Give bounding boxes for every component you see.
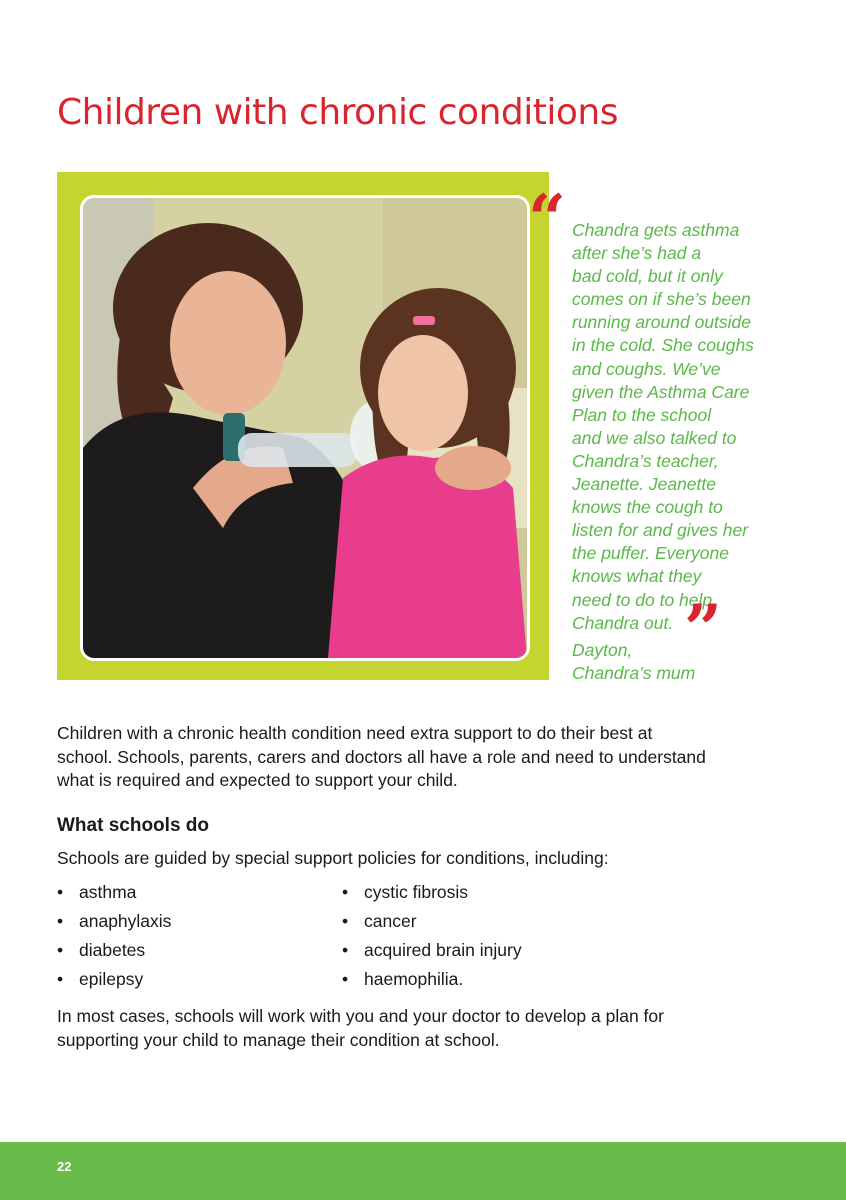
quote-line: in the cold. She coughs (572, 335, 754, 356)
quote-author (572, 639, 695, 685)
intro-line: Children with a chronic health condition need extra support to do their best at (57, 723, 653, 743)
quote-line: knows what they (572, 566, 702, 587)
list-item-label: anaphylaxis (79, 911, 172, 931)
quote-line: need to do to help (572, 589, 713, 610)
bullet-icon: • (342, 911, 349, 931)
list-item (57, 879, 171, 908)
quote-line: given the Asthma Care (572, 381, 750, 402)
quote-line: the puffer. Everyone (572, 543, 729, 564)
list-item-label: asthma (79, 882, 137, 902)
list-item-label: diabetes (79, 940, 146, 960)
bullet-icon: • (57, 940, 64, 960)
quote-line: Plan to the school (572, 404, 712, 425)
intro-line: school. Schools, parents, carers and doctors all have a role and need to understand (57, 746, 706, 767)
bullet-icon: • (342, 940, 349, 960)
list-item (342, 908, 522, 937)
quote-line: running around outside (572, 312, 752, 333)
quote-line: Chandra’s teacher, (572, 450, 719, 471)
quote-line: listen for and gives her (572, 520, 749, 541)
list-item (57, 966, 171, 995)
section-intro (57, 847, 609, 871)
photo-mother-child-inhaler (80, 195, 530, 661)
list-item-label: haemophilia. (364, 969, 464, 989)
footer-bar (0, 1142, 846, 1200)
bullet-icon: • (57, 911, 64, 931)
page-number: 22 (57, 1159, 72, 1174)
quote-line: after she’s had a (572, 243, 702, 264)
list-item (57, 908, 171, 937)
list-item (342, 879, 522, 908)
quote-line: Jeanette. Jeanette (572, 474, 716, 495)
section-heading: What schools do (57, 815, 209, 836)
list-item-label: acquired brain injury (364, 940, 522, 960)
quote-line: bad cold, but it only (572, 266, 723, 287)
bullet-icon: • (57, 882, 64, 902)
conditions-list-left (57, 879, 171, 995)
quote-line: comes on if she’s been (572, 289, 751, 310)
bullet-icon: • (57, 969, 64, 989)
page-title: Children with chronic conditions (57, 92, 618, 133)
conditions-list-right (342, 879, 522, 995)
list-item-label: epilepsy (79, 969, 144, 989)
list-item-label: cystic fibrosis (364, 882, 469, 902)
closing-line: In most cases, schools will work with you and your doctor to develop a plan for (57, 1006, 664, 1026)
quote-close-icon: ” (684, 590, 722, 668)
quote-text (572, 219, 792, 635)
quote-author-relation: Chandra’s mum (572, 663, 696, 684)
quote-author-name: Dayton, (572, 640, 633, 660)
quote-line: and we also talked to (572, 427, 737, 448)
list-item (57, 937, 171, 966)
quote-line: Chandra out. (572, 612, 674, 633)
quote-line: Chandra gets asthma (572, 220, 740, 240)
section-intro-line: Schools are guided by special support policies for conditions, including: (57, 848, 609, 868)
closing-line: supporting your child to manage their condition at school. (57, 1029, 500, 1050)
quote-open-icon: “ (528, 180, 566, 258)
list-item (342, 937, 522, 966)
photo-frame (57, 172, 549, 680)
list-item (342, 966, 522, 995)
bullet-icon: • (342, 969, 349, 989)
intro-line: what is required and expected to support your child. (57, 770, 458, 791)
list-item-label: cancer (364, 911, 417, 931)
quote-line: and coughs. We’ve (572, 358, 721, 379)
closing-paragraph (57, 1005, 664, 1052)
bullet-icon: • (342, 882, 349, 902)
intro-paragraph (57, 722, 706, 793)
quote-line: knows the cough to (572, 497, 723, 518)
